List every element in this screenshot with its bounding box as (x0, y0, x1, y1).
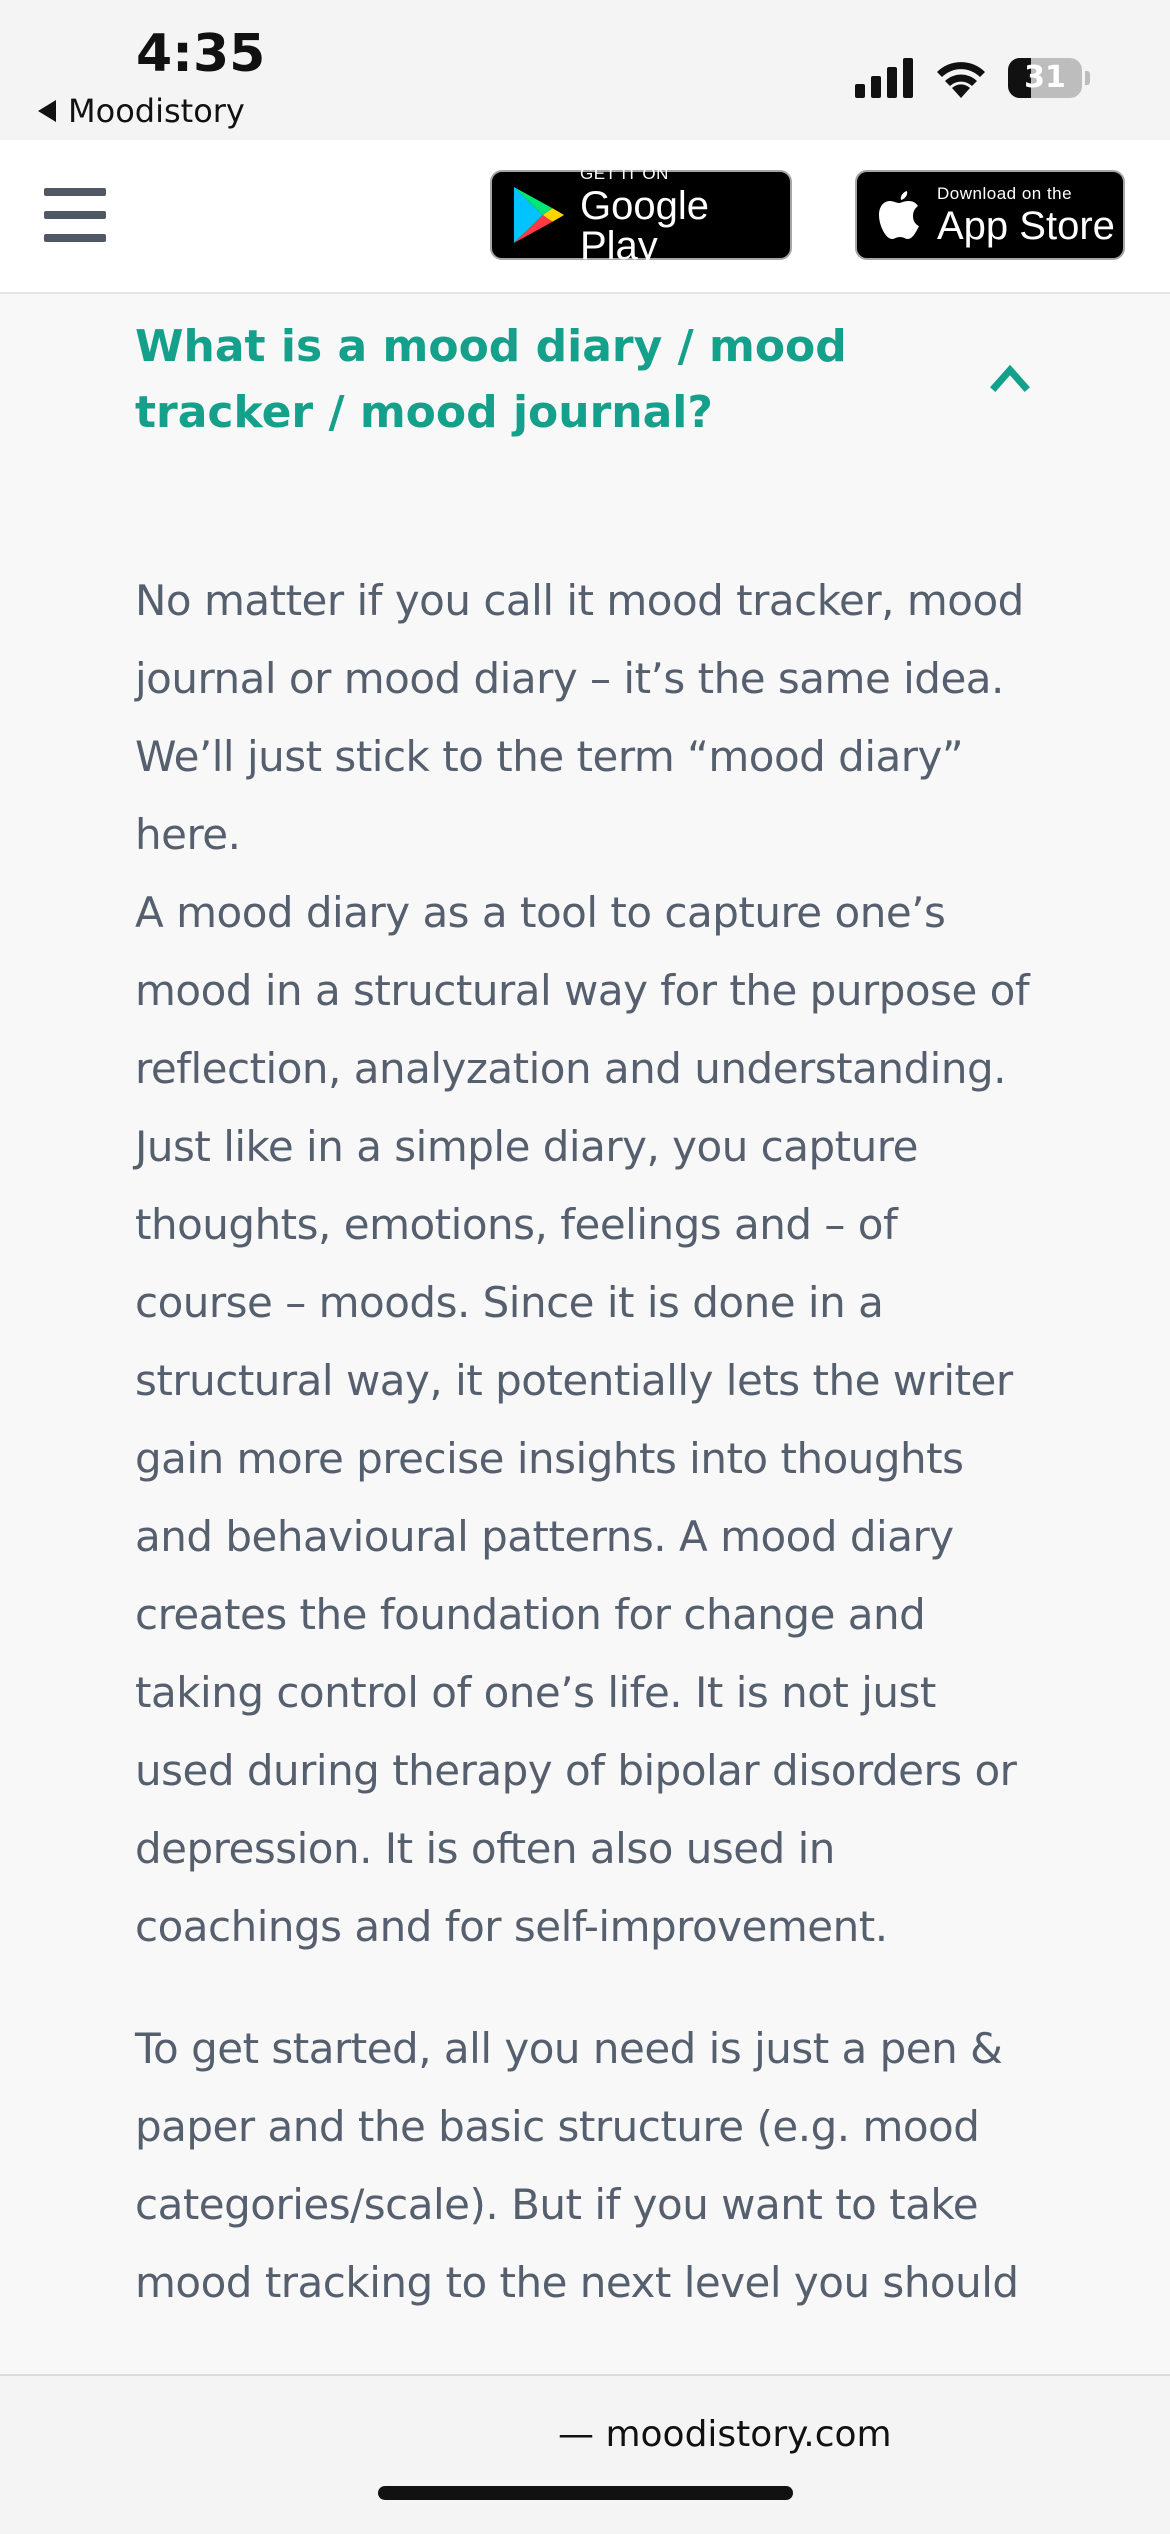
status-bar (0, 0, 1170, 140)
status-time: 4:35 (136, 24, 266, 84)
app-store-badge[interactable] (855, 170, 1125, 260)
cellular-signal-icon (855, 58, 915, 98)
answer-paragraph: No matter if you call it mood tracker, mood journal or mood diary – it’s the same idea. We’ll just stick to the term “mood diary” here. (135, 576, 1024, 859)
faq-question-title[interactable]: What is a mood diary / mood tracker / mood journal? (135, 321, 847, 438)
chevron-up-icon[interactable] (990, 362, 1030, 392)
app-store-big-text: App Store (937, 203, 1115, 248)
browser-bottom-bar (0, 2374, 1170, 2534)
answer-paragraph: To get started, all you need is just a pen & paper and the basic structure (e.g. mood categories/scale). But if you want to take mood tracking to the next level you should (135, 2024, 1019, 2307)
hamburger-menu-icon[interactable] (44, 188, 106, 242)
google-play-small-text: GET IT ON (579, 163, 669, 183)
google-play-big-text: Google Play (579, 183, 709, 268)
apple-logo-icon (877, 189, 921, 241)
answer-paragraph: A mood diary as a tool to capture one’s mood in a structural way for the purpose of reflection, analyzation and understanding. Just like in a simple diary, you capture thoughts, emotions, feelings and – of course – moods. Since it is done in a structural way, it potentially lets the writer gain more precise insights into thoughts and behavioural patterns. A mood diary creates the foundation for change and taking control of one’s life. It is not just used during therapy of bipolar disorders or depression. It is often also used in coachings and for self-improvement. (135, 888, 1030, 1951)
back-app-label: Moodistory (68, 92, 245, 130)
wifi-icon (935, 54, 987, 98)
site-url[interactable]: — moodistory.com (558, 2414, 892, 2455)
home-indicator[interactable] (378, 2486, 793, 2500)
back-arrow-icon (38, 100, 56, 122)
battery-icon (1008, 58, 1090, 98)
battery-percent: 31 (1024, 60, 1066, 95)
site-header (0, 140, 1170, 294)
back-to-app-button[interactable] (38, 92, 245, 130)
google-play-icon (512, 184, 566, 246)
google-play-badge[interactable] (490, 163, 792, 268)
faq-answer (135, 562, 1040, 2322)
app-store-small-text: Download on the (937, 183, 1073, 203)
